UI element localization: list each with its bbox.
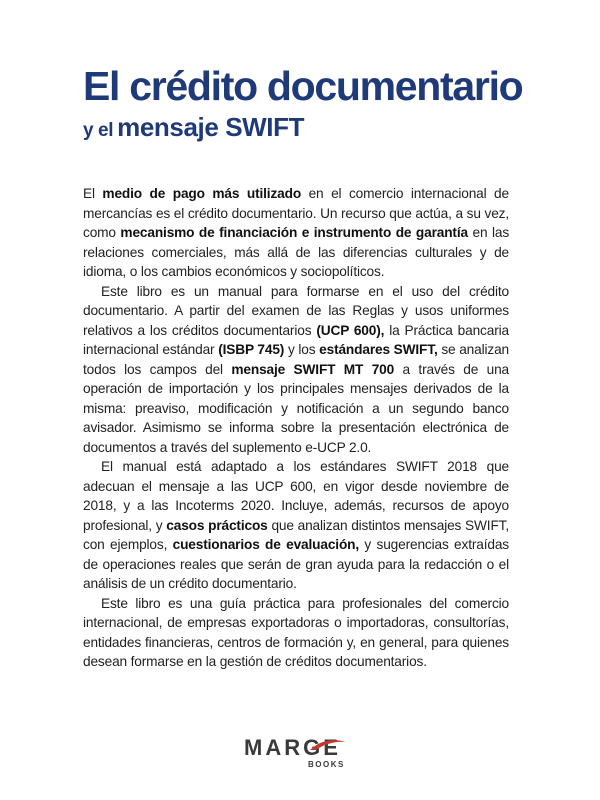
emphasis-text: mensaje SWIFT MT 700 — [231, 361, 395, 377]
publisher-swoosh-icon — [308, 738, 348, 752]
emphasis-text: (ISBP 745) — [218, 342, 285, 357]
subtitle-prefix: y el — [83, 120, 114, 141]
paragraph-text: El manual está adaptado a los estándares SWIFT 2018 que adecuan el mensaje a las UCP 600, en vigor desde noviembre de 2018, y a las Incoterms 2020. Incluye, además, recursos de apoyo profesional, y — [83, 459, 509, 533]
book-subtitle — [83, 110, 563, 149]
paragraph-text: a través de una operación de importación y los principales mensajes derivados de la misma: preaviso, modificación y notificación a un segundo banco avisador. Asimismo se informa sobre la presentación electrónica de documentos a través del suplemento e-UCP 2.0. — [83, 361, 509, 455]
paragraph-text: Este libro es una guía práctica para profesionales del comercio internacional, de empresas exportadoras o importadoras, consultorías, entidades financieras, centros de formación y, en general, para quienes desean formarse en la gestión de créditos documentarios. — [83, 595, 509, 669]
paragraph-text: Este libro es un manual para formarse en el uso del crédito documentario. A partir del examen de las Reglas y usos uniformes relativos a los créditos documentarios — [83, 283, 509, 338]
paragraph-text: y sugerencias extraídas de operaciones reales que serán de gran ayuda para la redacción o el análisis de un crédito documentario. — [83, 537, 509, 591]
title-block — [83, 62, 563, 149]
emphasis-text: mecanismo de financiación e instrumento de garantía — [120, 225, 468, 240]
emphasis-text: cuestionarios de evaluación, — [172, 537, 360, 552]
emphasis-text: estándares SWIFT, — [319, 342, 438, 357]
book-description — [83, 184, 509, 672]
subtitle-main: mensaje SWIFT — [117, 112, 305, 142]
paragraph-text: se analizan todos los campos del — [83, 342, 510, 377]
description-paragraph — [83, 184, 509, 282]
emphasis-text: medio de pago más utilizado — [102, 186, 302, 201]
emphasis-text: casos prácticos — [166, 517, 268, 533]
publisher-name: MARGE — [244, 735, 341, 760]
paragraph-text: la Práctica bancaria internacional estándar — [83, 322, 509, 357]
description-paragraph — [83, 594, 509, 672]
paragraph-text: en el comercio internacional de mercancías es el crédito documentario. Un recurso que actúa, a su vez, como — [83, 186, 509, 240]
emphasis-text: (UCP 600), — [316, 322, 385, 338]
description-paragraph — [83, 282, 509, 458]
description-paragraph — [83, 457, 509, 594]
publisher-imprint: BOOKS — [308, 760, 345, 769]
paragraph-text: que analizan distintos mensajes SWIFT, con ejemplos, — [83, 517, 510, 552]
book-title: El crédito documentario — [83, 63, 523, 109]
paragraph-text: en las relaciones comerciales, más allá de las diferencias culturales y de idioma, o los cambios económicos y sociopolíticos. — [83, 225, 510, 279]
paragraph-text: y los — [284, 342, 320, 357]
paragraph-text: El — [83, 186, 103, 201]
publisher-logo — [244, 736, 354, 776]
